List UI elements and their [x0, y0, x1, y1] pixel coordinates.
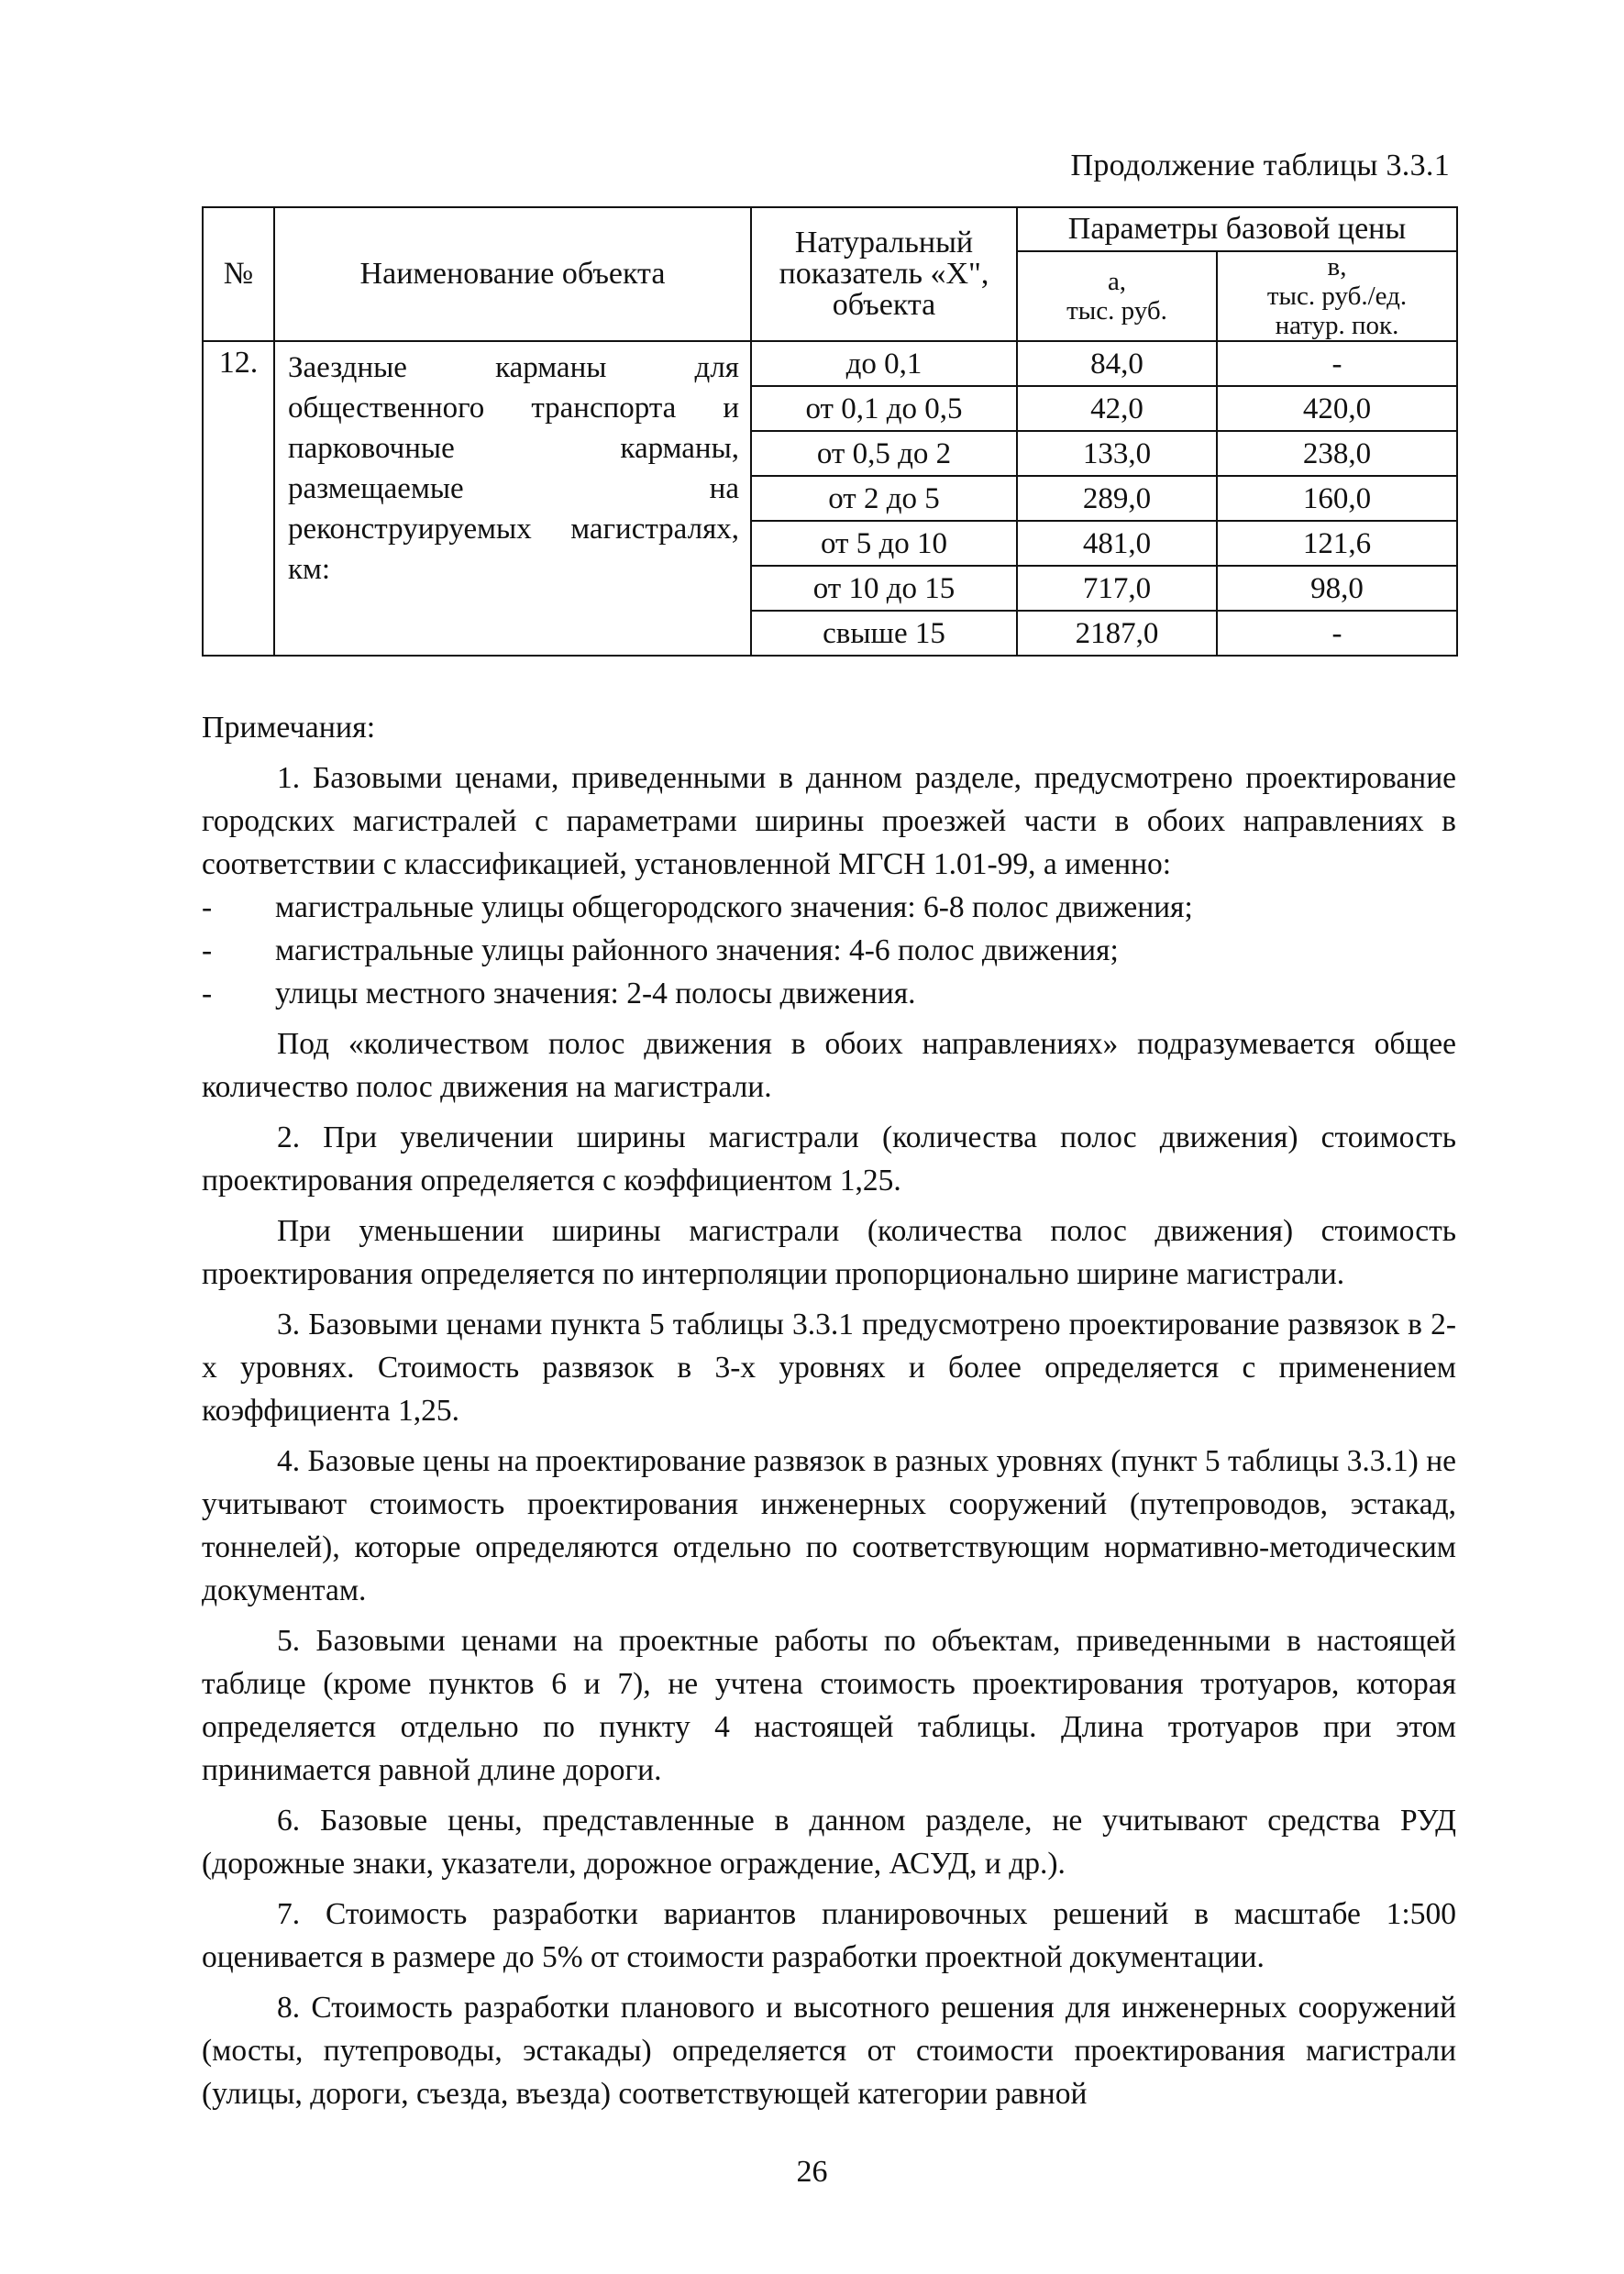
note-1-continued: Под «количеством полос движения в обоих направлениях» подразумевается общее количество полос движения на магистрали. [202, 1027, 1456, 1104]
b-value-cell: 420,0 [1217, 386, 1457, 431]
note-2: 2. При увеличении ширины магистрали (количества полос движения) стоимость проектирования определяется с коэффициентом 1,25. [202, 1120, 1456, 1198]
note-8: 8. Стоимость разработки планового и высотного решения для инженерных сооружений (мосты, путепроводы, эстакады) определяется от стоимости проектирования магистрали (улицы, дороги, съезда, въезда) соответствующей категории равной [202, 1991, 1456, 2111]
b-line-2: тыс. руб./ед. [1266, 281, 1408, 311]
a-value-cell: 133,0 [1017, 431, 1217, 476]
a-value-cell: 42,0 [1017, 386, 1217, 431]
range-cell: от 5 до 10 [751, 521, 1017, 566]
list-item-text: магистральные улицы общегородского значения: 6-8 полос движения; [275, 890, 1193, 924]
price-table [202, 206, 1458, 657]
col-header-b [1217, 251, 1457, 341]
range-cell: свыше 15 [751, 611, 1017, 656]
notes-title: Примечания: [202, 711, 376, 745]
col-header-params: Параметры базовой цены [1017, 207, 1457, 251]
list-item [202, 886, 1456, 929]
list-item-text: улицы местного значения: 2-4 полосы движения. [275, 977, 916, 1010]
note-6: 6. Базовые цены, представленные в данном разделе, не учитывают средства РУД (дорожные знаки, указатели, дорожное ограждение, АСУД, и др.). [202, 1804, 1456, 1881]
b-line-1: в, [1327, 252, 1347, 281]
list-item [202, 972, 1456, 1015]
b-value-cell: 160,0 [1217, 476, 1457, 521]
b-value-cell: 121,6 [1217, 521, 1457, 566]
table-row [203, 341, 1457, 386]
notes-body [202, 756, 1456, 2123]
a-line-1: а, [1107, 267, 1127, 296]
item-number: 12. [203, 341, 274, 656]
b-line-3: натур. пок. [1275, 311, 1399, 340]
a-value-cell: 481,0 [1017, 521, 1217, 566]
range-cell: от 2 до 5 [751, 476, 1017, 521]
natural-line-1: Натуральный [794, 226, 974, 259]
item-name: Заездные карманы для общественного транспорта и парковочные карманы, размещаемые на реконструируемых магистралях, км: [274, 341, 751, 656]
range-cell: от 0,1 до 0,5 [751, 386, 1017, 431]
b-value-cell: - [1217, 611, 1457, 656]
a-value-cell: 84,0 [1017, 341, 1217, 386]
note-1: 1. Базовыми ценами, приведенными в данном разделе, предусмотрено проектирование городских магистралей с параметрами ширины проезжей части в обоих направлениях в соответствии с классификацией, установленной МГСН 1.01-99, а именно: [202, 761, 1456, 881]
page-number: 26 [796, 2155, 828, 2189]
dash-marker: - [202, 977, 213, 1010]
col-header-number: № [203, 207, 274, 341]
col-header-a [1017, 251, 1217, 341]
note-2-continued: При уменьшении ширины магистрали (количества полос движения) стоимость проектирования определяется по интерполяции пропорционально ширине магистрали. [202, 1214, 1456, 1291]
col-header-natural [751, 207, 1017, 341]
b-value-cell: 98,0 [1217, 566, 1457, 611]
a-value-cell: 717,0 [1017, 566, 1217, 611]
list-item-text: магистральные улицы районного значения: 4-6 полос движения; [275, 933, 1119, 967]
note-4: 4. Базовые цены на проектирование развязок в разных уровнях (пункт 5 таблицы 3.3.1) не учитывают стоимость проектирования инженерных сооружений (путепроводов, эстакад, тоннелей), которые определяются отдельно по соответствующим нормативно-методическим документам. [202, 1444, 1456, 1607]
a-value-cell: 289,0 [1017, 476, 1217, 521]
range-cell: от 0,5 до 2 [751, 431, 1017, 476]
header-row-1 [203, 207, 1457, 251]
b-value-cell: 238,0 [1217, 431, 1457, 476]
dash-marker: - [202, 933, 213, 967]
range-cell: до 0,1 [751, 341, 1017, 386]
natural-line-3: объекта [832, 288, 936, 322]
dash-marker: - [202, 890, 213, 924]
col-header-name: Наименование объекта [274, 207, 751, 341]
natural-line-2: показатель «Х", [779, 257, 989, 291]
note-7: 7. Стоимость разработки вариантов планировочных решений в масштабе 1:500 оценивается в размере до 5% от стоимости разработки проектной документации. [202, 1897, 1456, 1974]
range-cell: от 10 до 15 [751, 566, 1017, 611]
list-item [202, 929, 1456, 972]
note-3: 3. Базовыми ценами пункта 5 таблицы 3.3.1 предусмотрено проектирование развязок в 2-х уровнях. Стоимость развязок в 3-х уровнях и более определяется с применением коэффициента 1,25. [202, 1308, 1456, 1428]
a-value-cell: 2187,0 [1017, 611, 1217, 656]
a-line-2: тыс. руб. [1066, 296, 1167, 326]
b-value-cell: - [1217, 341, 1457, 386]
table-caption: Продолжение таблицы 3.3.1 [1070, 149, 1450, 182]
note-5: 5. Базовыми ценами на проектные работы по объектам, приведенными в настоящей таблице (кроме пунктов 6 и 7), не учтена стоимость проектирования тротуаров, которая определяется отдельно по пункту 4 настоящей таблицы. Длина тротуаров при этом принимается равной длине дороги. [202, 1624, 1456, 1787]
